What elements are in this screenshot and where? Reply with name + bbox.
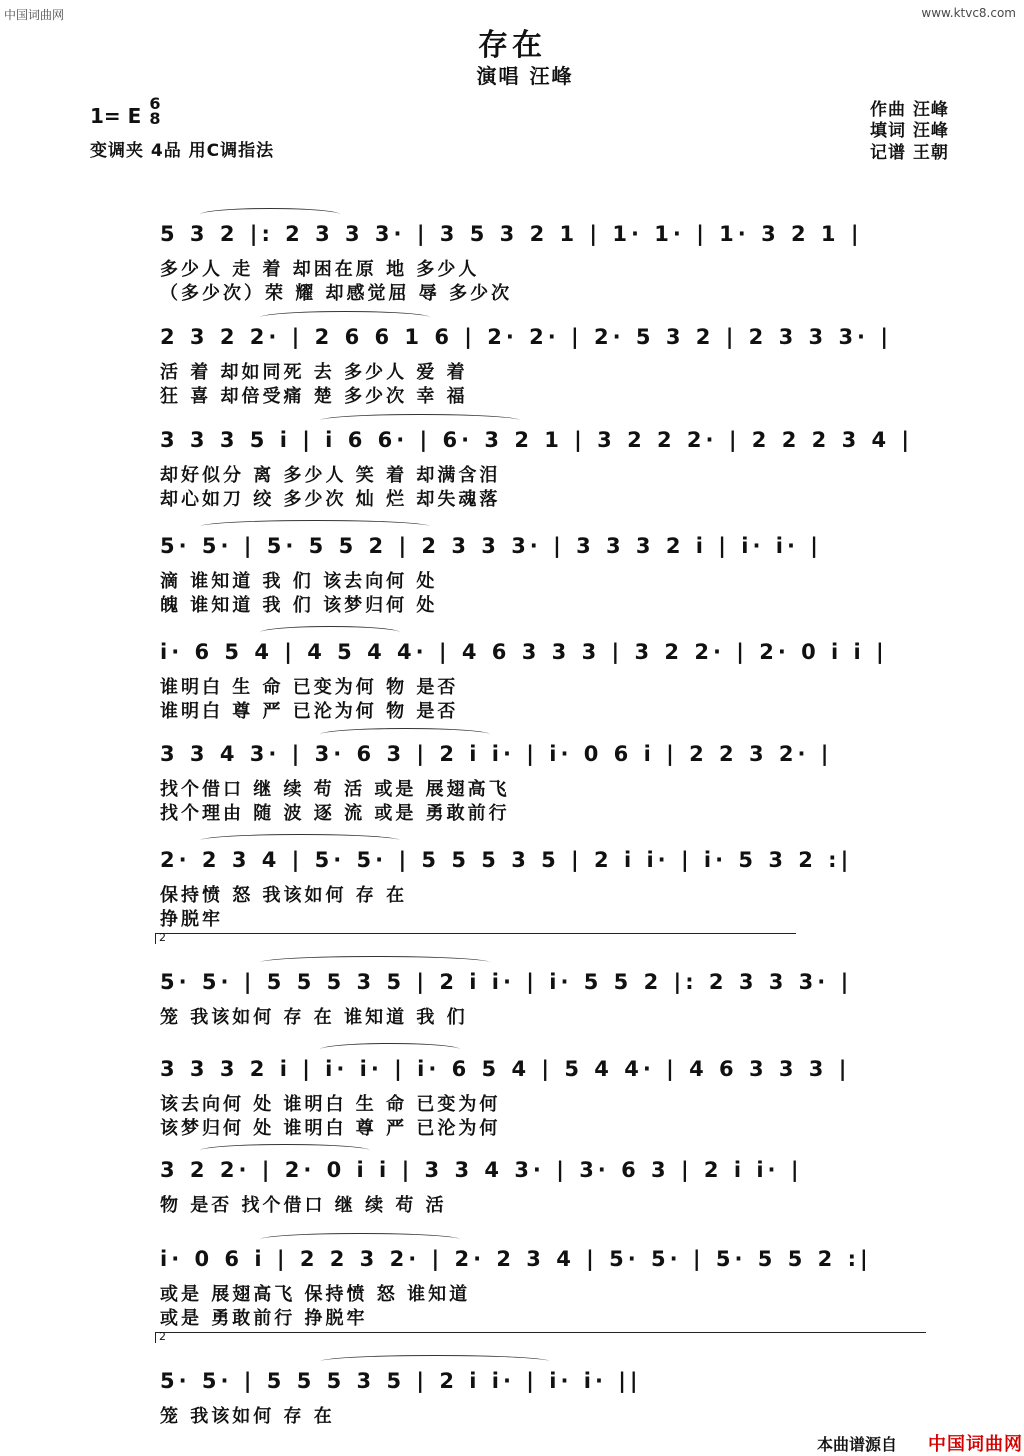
lyric-verse1-line-10: 物 是否 找个借口 继 续 苟 活 xyxy=(160,1195,447,1216)
notation-line-8: 5· 5· | 5 5 5 3 5 | 2 i i· | i· 5 5 2 |: 2 3 3 3· | xyxy=(160,970,853,994)
slur-arc xyxy=(320,1355,550,1368)
time-signature-bottom: 8 xyxy=(149,109,161,128)
time-signature xyxy=(148,96,162,126)
lyric-verse2-line-2: 狂 喜 却倍受痛 楚 多少次 幸 福 xyxy=(160,386,468,407)
volta-bracket-2-final xyxy=(155,1332,926,1343)
slur-arc xyxy=(200,520,430,533)
composer-credit: 作曲 汪峰 xyxy=(870,100,949,120)
slur-arc xyxy=(260,311,430,324)
lyric-verse1-line-4: 滴 谁知道 我 们 该去向何 处 xyxy=(160,571,438,592)
footer-source-label: 本曲谱源自 xyxy=(817,1435,898,1454)
lyric-verse1-line-7: 保持愤 怒 我该如何 存 在 xyxy=(160,885,408,906)
slur-arc xyxy=(200,834,400,847)
volta-bracket-2 xyxy=(155,933,796,944)
notation-line-5: i· 6 5 4 | 4 5 4 4· | 4 6 3 3 3 | 3 2 2· | 2· 0 i i | xyxy=(160,640,888,664)
lyric-verse1-line-1: 多少人 走 着 却困在原 地 多少人 xyxy=(160,259,480,280)
lyricist-credit: 填词 汪峰 xyxy=(870,121,949,141)
notation-line-12: 5· 5· | 5 5 5 3 5 | 2 i i· | i· i· || xyxy=(160,1369,642,1393)
notation-line-7: 2· 2 3 4 | 5· 5· | 5 5 5 3 5 | 2 i i· | i· 5 3 2 :| xyxy=(160,848,853,872)
slur-arc xyxy=(320,1043,460,1056)
slur-arc xyxy=(200,208,340,221)
notation-line-6: 3 3 4 3· | 3· 6 3 | 2 i i· | i· 0 6 i | 2 2 3 2· | xyxy=(160,742,833,766)
slur-arc xyxy=(260,626,400,639)
watermark-left: 中国词曲网 xyxy=(4,8,65,22)
lyric-verse1-line-6: 找个借口 继 续 苟 活 或是 展翅高飞 xyxy=(160,779,510,800)
slur-arc xyxy=(320,414,520,427)
notation-line-2: 2 3 2 2· | 2 6 6 1 6 | 2· 2· | 2· 5 3 2 | 2 3 3 3· | xyxy=(160,325,893,349)
volta-number-final: 2 xyxy=(159,1330,166,1343)
lyric-verse2-line-4: 魄 谁知道 我 们 该梦归何 处 xyxy=(160,595,438,616)
lyric-verse1-line-2: 活 着 却如同死 去 多少人 爱 着 xyxy=(160,362,468,383)
lyric-verse1-line-5: 谁明白 生 命 已变为何 物 是否 xyxy=(160,677,459,698)
notation-line-3: 3 3 3 5 i | i 6 6· | 6· 3 2 1 | 3 2 2 2· | 2 2 2 3 4 | xyxy=(160,428,914,452)
lyric-verse1-line-9: 该去向何 处 谁明白 生 命 已变为何 xyxy=(160,1094,501,1115)
lyric-verse2-line-7: 挣脱牢 xyxy=(160,909,223,930)
notation-line-1: 5 3 2 |: 2 3 3 3· | 3 5 3 2 1 | 1· 1· | 1· 3 2 1 | xyxy=(160,222,863,246)
lyric-verse2-line-9: 该梦归何 处 谁明白 尊 严 已沦为何 xyxy=(160,1118,501,1139)
song-title: 存在 xyxy=(478,28,546,63)
volta-number: 2 xyxy=(159,931,166,944)
notation-line-10: 3 2 2· | 2· 0 i i | 3 3 4 3· | 3· 6 3 | 2 i i· | xyxy=(160,1158,803,1182)
transcriber-credit: 记谱 王朝 xyxy=(870,143,949,163)
capo-note: 变调夹 4品 用C调指法 xyxy=(90,141,275,161)
lyric-verse1-line-12: 笼 我该如何 存 在 xyxy=(160,1406,335,1427)
lyric-verse2-line-5: 谁明白 尊 严 已沦为何 物 是否 xyxy=(160,701,459,722)
lyric-verse2-line-3: 却心如刀 绞 多少次 灿 烂 却失魂落 xyxy=(160,489,501,510)
slur-arc xyxy=(260,956,490,969)
notation-line-4: 5· 5· | 5· 5 5 2 | 2 3 3 3· | 3 3 3 2 i | i· i· | xyxy=(160,534,822,558)
notation-line-11: i· 0 6 i | 2 2 3 2· | 2· 2 3 4 | 5· 5· | 5· 5 5 2 :| xyxy=(160,1247,872,1271)
notation-line-9: 3 3 3 2 i | i· i· | i· 6 5 4 | 5 4 4· | 4 6 3 3 3 | xyxy=(160,1057,851,1081)
slur-arc xyxy=(320,728,490,741)
singer-credit: 演唱 汪峰 xyxy=(476,64,574,88)
lyric-verse2-line-11: 或是 勇敢前行 挣脱牢 xyxy=(160,1308,368,1329)
watermark-right: www.ktvc8.com xyxy=(921,6,1016,20)
lyric-verse1-line-8: 笼 我该如何 存 在 谁知道 我 们 xyxy=(160,1007,468,1028)
lyric-verse2-line-1: （多少次）荣 耀 却感觉屈 辱 多少次 xyxy=(160,283,513,304)
time-signature-top: 6 xyxy=(149,94,161,113)
lyric-verse1-line-3: 却好似分 离 多少人 笑 着 却满含泪 xyxy=(160,465,501,486)
lyric-verse2-line-6: 找个理由 随 波 逐 流 或是 勇敢前行 xyxy=(160,803,510,824)
slur-arc xyxy=(200,1144,370,1157)
key-signature: 1= E xyxy=(90,104,142,128)
slur-arc xyxy=(260,1233,460,1246)
lyric-verse1-line-11: 或是 展翅高飞 保持愤 怒 谁知道 xyxy=(160,1284,471,1305)
footer-site-name[interactable]: 中国词曲网 xyxy=(928,1434,1023,1455)
